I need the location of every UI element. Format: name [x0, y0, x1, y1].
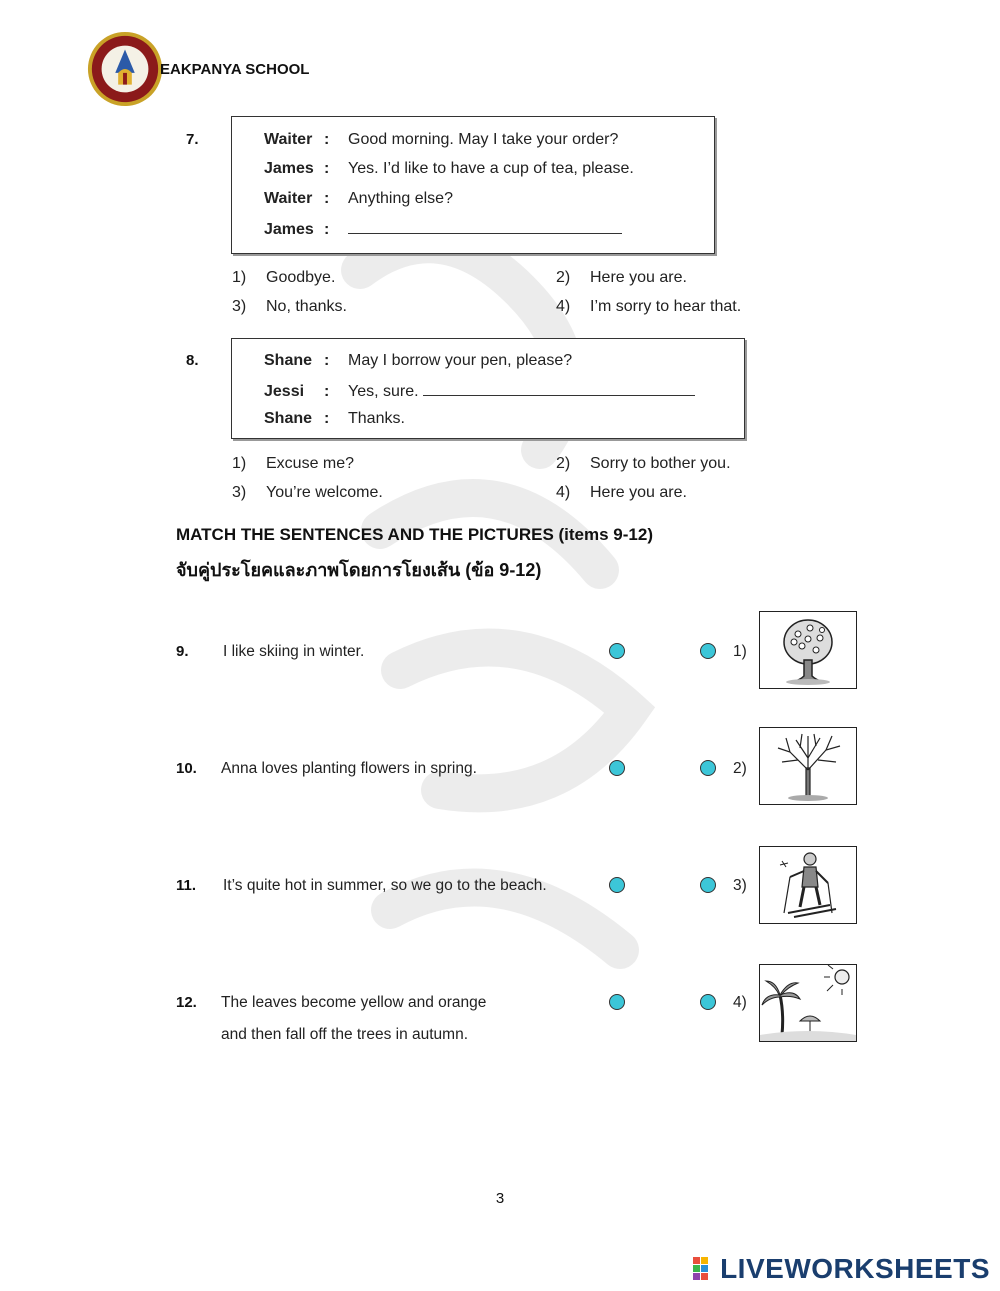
dialogue-colon: :	[324, 410, 330, 427]
dialogue-text: Yes, sure.	[348, 383, 419, 400]
answer-option[interactable]: 3) No, thanks.	[232, 298, 347, 315]
match-item-text: I like skiing in winter.	[223, 643, 365, 660]
answer-option[interactable]: 1) Goodbye.	[232, 269, 336, 286]
dialogue-text: Yes. I’d like to have a cup of tea, please.	[348, 160, 634, 177]
flowering-tree-icon	[760, 612, 856, 688]
speaker-name: Waiter	[264, 190, 313, 207]
section-title-thai: จับคู่ประโยคและภาพโดยการโยงเส้น (ข้อ 9-12)	[176, 560, 542, 580]
dialogue-line	[264, 219, 622, 239]
speaker-name: Shane	[264, 410, 313, 427]
bare-tree-icon	[760, 728, 856, 804]
dialogue-box	[231, 116, 715, 254]
section-title: MATCH THE SENTENCES AND THE PICTURES (items 9-12)	[176, 525, 653, 544]
question-number: 8.	[186, 352, 199, 369]
match-dot-right[interactable]	[700, 760, 716, 776]
speaker-name: Jessi	[264, 383, 305, 400]
dialogue-text: Anything else?	[348, 190, 453, 207]
dialogue-colon: :	[324, 190, 330, 207]
dialogue-text: Good morning. May I take your order?	[348, 131, 619, 148]
dialogue-text: May I borrow your pen, please?	[348, 352, 573, 369]
speaker-name: James	[264, 221, 314, 238]
dialogue-line	[264, 381, 695, 401]
picture-frame	[759, 727, 857, 805]
picture-number: 2)	[733, 760, 747, 777]
dialogue-line	[264, 160, 634, 178]
match-item-text-continued: and then fall off the trees in autumn.	[221, 1026, 469, 1043]
beach-icon	[760, 965, 856, 1041]
picture-number: 3)	[733, 877, 747, 894]
match-dot-right[interactable]	[700, 643, 716, 659]
picture-frame	[759, 846, 857, 924]
dialogue-colon: :	[324, 131, 330, 148]
answer-option[interactable]: 3) You’re welcome.	[232, 484, 383, 501]
answer-option[interactable]: 4) I’m sorry to hear that.	[556, 298, 742, 315]
match-dot-left[interactable]	[609, 994, 625, 1010]
speaker-name: Waiter	[264, 131, 313, 148]
match-item-number: 11.	[176, 877, 197, 894]
answer-option[interactable]: 2) Here you are.	[556, 269, 687, 286]
dialogue-line	[264, 190, 453, 208]
match-item-number: 9.	[176, 643, 189, 660]
match-dot-left[interactable]	[609, 877, 625, 893]
match-item-text: Anna loves planting flowers in spring.	[221, 760, 477, 777]
speaker-name: Shane	[264, 352, 313, 369]
picture-number: 1)	[733, 643, 747, 660]
match-item-number: 10.	[176, 760, 197, 777]
brand-name: LIVEWORKSHEETS	[720, 1253, 990, 1284]
match-dot-left[interactable]	[609, 760, 625, 776]
dialogue-colon: :	[324, 221, 330, 238]
page-number: 3	[495, 1190, 505, 1207]
liveworksheets-icon	[692, 1256, 718, 1282]
answer-blank[interactable]	[423, 381, 695, 396]
question-number: 7.	[186, 131, 199, 148]
dialogue-text: Thanks.	[348, 410, 405, 427]
match-item-number: 12.	[176, 994, 197, 1011]
dialogue-line	[264, 131, 618, 149]
answer-blank[interactable]	[348, 219, 622, 234]
answer-option[interactable]: 1) Excuse me?	[232, 455, 355, 472]
school-name: EAKPANYA SCHOOL	[160, 61, 310, 78]
match-item-text: The leaves become yellow and orange	[221, 994, 487, 1011]
brand-logo	[692, 1253, 990, 1285]
match-dot-left[interactable]	[609, 643, 625, 659]
match-dot-right[interactable]	[700, 877, 716, 893]
match-item-text: It’s quite hot in summer, so we go to the beach.	[223, 877, 547, 894]
picture-number: 4)	[733, 994, 747, 1011]
match-dot-right[interactable]	[700, 994, 716, 1010]
school-logo	[86, 30, 164, 108]
speaker-name: James	[264, 160, 314, 177]
dialogue-colon: :	[324, 352, 330, 369]
picture-frame	[759, 611, 857, 689]
dialogue-line	[264, 352, 572, 370]
dialogue-colon: :	[324, 160, 330, 177]
picture-frame	[759, 964, 857, 1042]
dialogue-box	[231, 338, 745, 439]
skier-icon	[760, 847, 856, 923]
answer-option[interactable]: 4) Here you are.	[556, 484, 687, 501]
dialogue-colon: :	[324, 383, 330, 400]
dialogue-line	[264, 410, 405, 428]
answer-option[interactable]: 2) Sorry to bother you.	[556, 455, 731, 472]
